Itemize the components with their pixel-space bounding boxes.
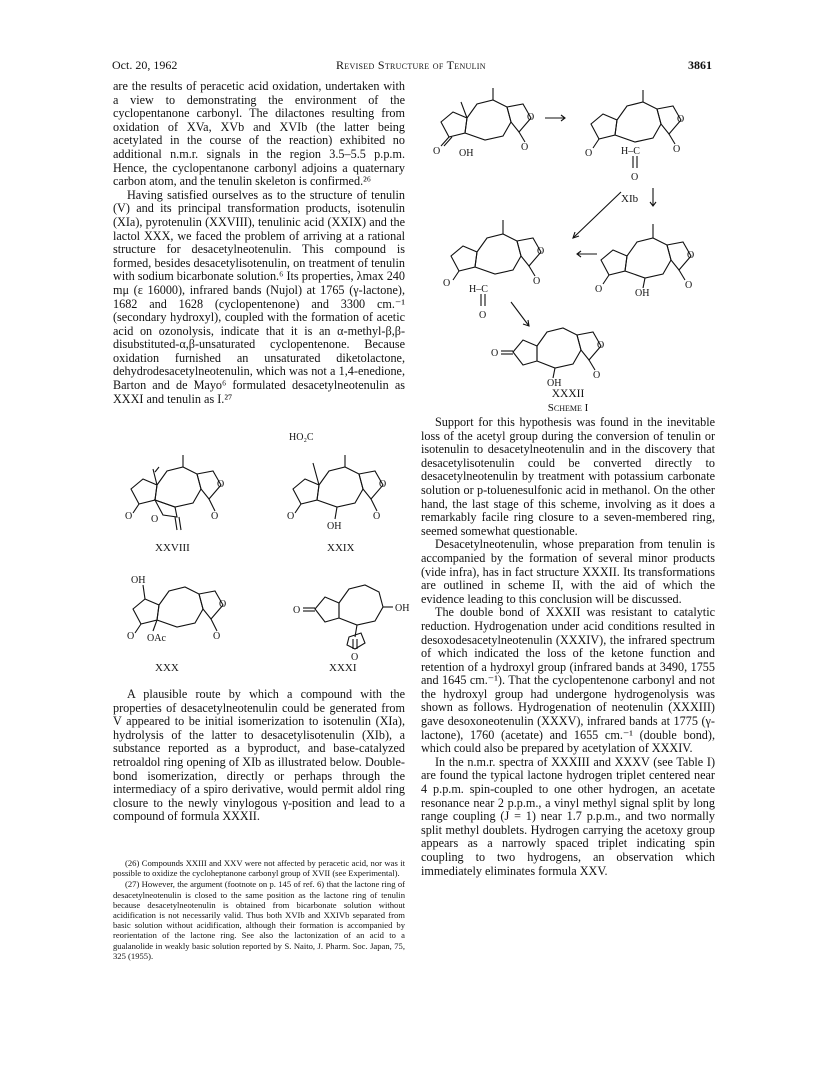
xxx-ring-oxygen: O: [219, 599, 227, 610]
scheme-tr-keto-oxygen: O: [585, 148, 593, 159]
header-running-title: Revised Structure of Tenulin: [336, 58, 486, 72]
xxviii-keto-oxygen: O: [125, 511, 133, 522]
xxviii-ring-oxygen: O: [217, 479, 225, 490]
xxxii-ring-oxygen: O: [597, 340, 605, 351]
xxx-acetoxy: OAc: [147, 633, 166, 644]
xxix-ring-oxygen: O: [379, 479, 387, 490]
scheme-tl-ring-oxygen: O: [527, 112, 535, 123]
scheme-mr-keto-oxygen: O: [595, 284, 603, 295]
scheme-tr-aldehyde-oxygen: O: [631, 172, 639, 183]
scheme-tl-hydroxyl: OH: [459, 148, 474, 159]
structures-drawing: [113, 427, 410, 674]
scheme-ml-keto-oxygen: O: [443, 278, 451, 289]
structures-figure: [113, 427, 410, 674]
scheme-tl-keto-oxygen: O: [433, 146, 441, 157]
footnote-27: (27) However, the argument (footnote on p. 145 of ref. 6) that the lactone ring of desacetylneotenulin is closed to the same position as the lactone ring of tenulin because desacetylneotenulin is obtained from bicarbonate solution without acidification is not necessarily valid. Thus both XVIb and XXIVb separated from basic solution without acidification, although their formation is accompanied by reorientation of the lactone ring. See also the lactonization of an acid to a gualanolide in weakly basic solution reported by S. Naito, J. Pharm. Soc. Japan, 75, 325 (1955).: [113, 879, 405, 961]
scheme-ml-ring-oxygen: O: [537, 246, 545, 257]
right-paragraph-3: The double bond of XXXII was resistant to catalytic reduction. Hydrogenation under acid conditions resulted in desoxodesacetylneotenulin (XXXIV), the infrared spectrum of which indicated the loss of the ketone function and retention of a hydroxyl group (infrared bands at 3490, 1755 and 1645 cm.⁻¹). That the cyclopentenone carbonyl and not the hydroxyl group had undergone hydrogenolysis was shown as follows. Hydrogenation of neotenulin (XXXIII) gave desoxoneotenulin (XXXV), infrared bands at 1775 (γ-lactone), 1760 (acetate) and 1655 cm.⁻¹ (double bond), which could also be prepared by acetylation of XXXIV.: [421, 605, 715, 756]
header-date: Oct. 20, 1962: [112, 58, 178, 72]
label-xib: XIb: [621, 193, 639, 205]
xxxii-keto-oxygen: O: [491, 348, 499, 359]
scheme-mr-lactone-oxygen: O: [685, 280, 693, 291]
scheme-caption: Scheme I: [547, 402, 589, 414]
xxviii-bridge-oxygen: O: [151, 514, 159, 525]
label-xxviii: XXVIII: [155, 542, 190, 554]
label-xxix: XXIX: [327, 542, 355, 554]
xxxi-lactone-oxygen: O: [351, 652, 359, 663]
left-column-top: [113, 80, 405, 406]
scheme-tr-lactone-oxygen: O: [673, 144, 681, 155]
left-paragraph-2: Having satisfied ourselves as to the structure of tenulin (V) and its principal transformation products, isotenulin (XIa), pyrotenulin (XXVIII), tenulinic acid (XXIX) and the lactol XXX, we faced the problem of arriving at a rational structure for desacetylneotenulin. This compound is formed, besides desacetylisotenulin, on treatment of tenulin with sodium bicarbonate solution.⁶ Its properties, λmax 240 mμ (ε 16000), infrared bands (Nujol) at 1765 (γ-lactone), 1682 and 1628 (cyclopentenone) and 3300 cm.⁻¹ (secondary hydroxyl), coupled with the formation of acetic acid on ozonolysis, indicate that it is an α-methyl-β,β-disubstituted-α,β-unsaturated cyclopentenone. Because oxidation furnished an unsaturated diketolactone, dehydrodesacetylneotenulin, which was not a 1,4-enedione, Barton and de Mayo⁶ formulated desacetylneotenulin as XXXI and tenulin as I.²⁷: [113, 187, 405, 406]
scheme-ml-lactone-oxygen: O: [533, 276, 541, 287]
scheme-mr-hydroxyl: OH: [635, 288, 650, 299]
label-xxxi: XXXI: [329, 662, 357, 674]
left-paragraph-1: are the results of peracetic acid oxidation, undertaken with a view to demonstrating the environment of the cyclopentanone carbonyl. The dilactones resulting from oxidation of XVa, XVb and XVIb (the latter being acetylated in the course of the reaction) exhibited no additional n.m.r. signals in the region 3.5–5.5 p.p.m. Hence, the cyclopentanone carbonyl adjoins a quaternary carbon atom, and the tenulin skeleton is confirmed.²⁶: [113, 79, 405, 189]
scheme-drawing: [421, 80, 715, 390]
scheme-mr-ring-oxygen: O: [687, 250, 695, 261]
right-paragraph-1: Support for this hypothesis was found in the inevitable loss of the acetyl group during the conversion of tenulin or isotenulin to desacetylneotenulin and in the discovery that desacetylisotenulin could be converted directly to desacetylneotenulin by treatment with potassium carbonate solution or p-toluenesulfonic acid in methanol. On the other hand, the last stage of this scheme, involving as it does a remarkably facile ring closure to a seven-membered ring, seemed somewhat questionable.: [421, 415, 715, 538]
left-paragraph-3: A plausible route by which a compound with the properties of desacetylneotenulin could be generated from V appeared to be initial isomerization to isotenulin (XIa), hydrolysis of the latter to desacetylisotenulin (XIb), a substance reported as a byproduct, and base-catalyzed retroaldol ring opening of XIb as illustrated below. Double-bond isomerization, directly or perhaps through the intermediacy of a spiro derivative, would permit aldol ring closure to the newly vinylogous γ-position and lead to a compound of formula XXXII.: [113, 687, 405, 824]
xxx-lactone-oxygen: O: [213, 631, 221, 642]
label-xxx: XXX: [155, 662, 179, 674]
scheme-tr-aldehyde: H–C: [621, 146, 640, 157]
footnotes: [113, 858, 405, 962]
xxxi-keto-oxygen: O: [293, 605, 301, 616]
right-paragraph-4: In the n.m.r. spectra of XXXIII and XXXV (see Table I) are found the typical lactone hydrogen triplet centered near 4 p.p.m. spin-coupled to one other hydrogen, an acetate resonance near 2 p.p.m., a vinyl methyl signal split by long range coupling (J = 1) near 1.7 p.p.m., and two normally split methyl doublets. Hydrogen carrying the acetoxy group appears as a narrowly spaced triplet indicating spin coupling to two hydrogens, an observation which immediately eliminates formula XXV.: [421, 754, 715, 878]
xxxii-hydroxyl: OH: [547, 378, 562, 389]
footnote-26: (26) Compounds XXIII and XXV were not affected by peracetic acid, nor was it possible to oxidize the cycloheptanone carbonyl group of XVII (see Experimental).: [113, 858, 405, 879]
xxxi-hydroxyl: OH: [395, 603, 410, 614]
xxxii-lactone-oxygen: O: [593, 370, 601, 381]
scheme-tl-lactone-oxygen: O: [521, 142, 529, 153]
xxx-keto-oxygen: O: [127, 631, 135, 642]
xxix-keto-oxygen: O: [287, 511, 295, 522]
xxix-lactone-oxygen: O: [373, 511, 381, 522]
scheme-tr-ring-oxygen: O: [677, 114, 685, 125]
scheme-ml-aldehyde: H–C: [469, 284, 488, 295]
xxx-hydroxyl: OH: [131, 575, 146, 586]
running-header: [0, 58, 827, 78]
header-page-number: 3861: [688, 58, 712, 72]
label-xxxii: XXXII: [551, 388, 585, 400]
scheme-figure: [421, 80, 715, 390]
xxviii-lactone-oxygen: O: [211, 511, 219, 522]
right-column: [421, 416, 715, 878]
scheme-ml-aldehyde-oxygen: O: [479, 310, 487, 321]
xxix-acid-group: HO₂C: [289, 432, 314, 443]
xxix-hydroxyl: OH: [327, 521, 342, 532]
left-column-bottom: [113, 688, 405, 824]
right-paragraph-2: Desacetylneotenulin, whose preparation from tenulin is accompanied by the formation of several minor products (vide infra), has in fact structure XXXII. Its transformations are outlined in scheme II, with the aid of which the evidence leading to this conclusion will be discussed.: [421, 537, 715, 606]
